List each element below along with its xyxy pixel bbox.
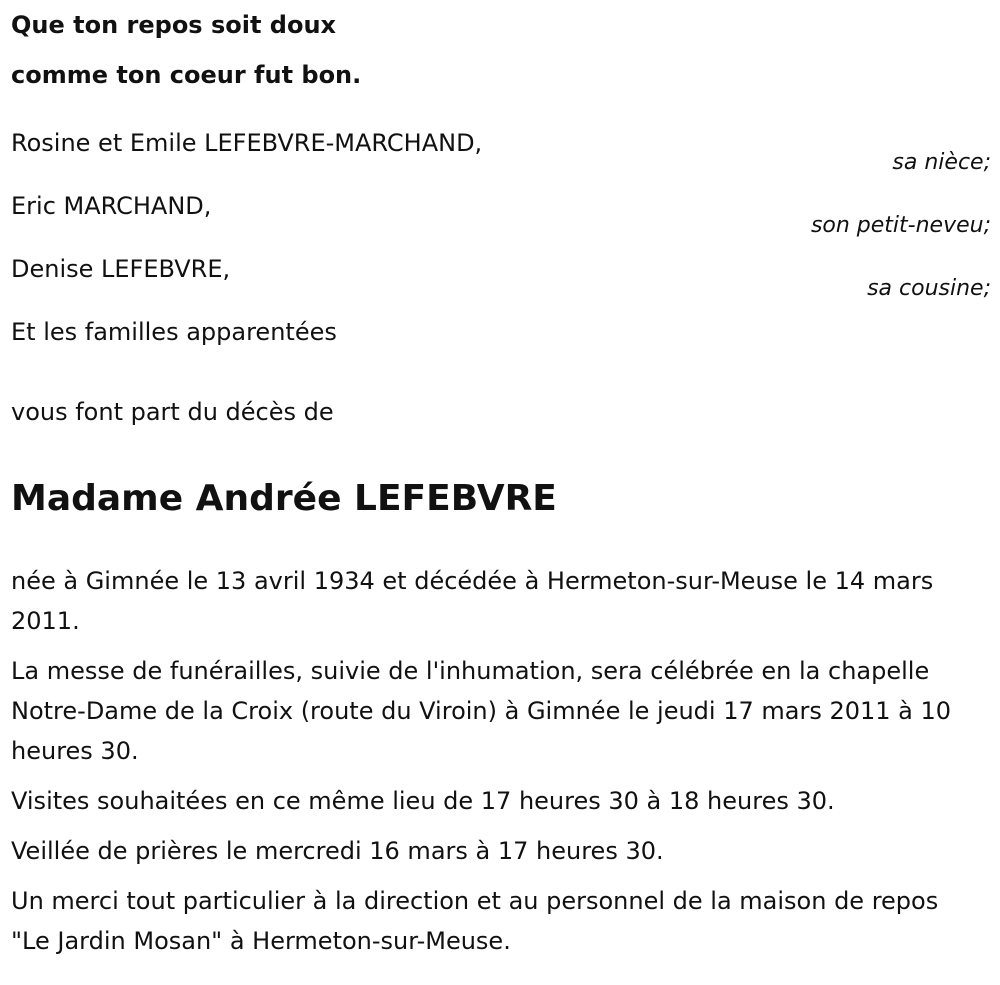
family-member-name: Eric MARCHAND, xyxy=(11,192,212,220)
family-member-relation: sa cousine; xyxy=(867,276,991,301)
deceased-name: Madame Andrée LEFEBVRE xyxy=(11,478,557,519)
notice-body xyxy=(11,561,981,961)
family-member-relation: son petit-neveu; xyxy=(810,213,991,238)
family-member-name: Denise LEFEBVRE, xyxy=(11,255,231,283)
family-member-name: Et les familles apparentées xyxy=(11,318,337,346)
birth-death-paragraph: née à Gimnée le 13 avril 1934 et décédée à Hermeton-sur-Meuse le 14 mars 2011. xyxy=(11,567,934,635)
family-row xyxy=(11,317,991,347)
announcement-intro: vous font part du décès de xyxy=(11,398,334,426)
epigraph xyxy=(11,0,991,100)
thanks-paragraph: Un merci tout particulier à la direction et au personnel de la maison de repos "Le Jardin Mosan" à Hermeton-sur-Meuse. xyxy=(11,887,939,955)
family-row xyxy=(11,128,991,191)
death-notice xyxy=(11,0,991,971)
family-member-name: Rosine et Emile LEFEBVRE-MARCHAND, xyxy=(11,129,483,157)
family-row xyxy=(11,191,991,254)
family-row xyxy=(11,254,991,317)
family-member-relation: sa nièce; xyxy=(892,150,991,175)
vigil-paragraph: Veillée de prières le mercredi 16 mars à 17 heures 30. xyxy=(11,837,664,865)
epigraph-line-1: Que ton repos soit doux xyxy=(11,11,337,39)
epigraph-line-2: comme ton coeur fut bon. xyxy=(11,61,362,89)
funeral-paragraph: La messe de funérailles, suivie de l'inhumation, sera célébrée en la chapelle Notre-Dame de la Croix (route du Viroin) à Gimnée le jeudi 17 mars 2011 à 10 heures 30. xyxy=(11,657,952,765)
family-list xyxy=(11,128,991,347)
visits-paragraph: Visites souhaitées en ce même lieu de 17 heures 30 à 18 heures 30. xyxy=(11,787,835,815)
